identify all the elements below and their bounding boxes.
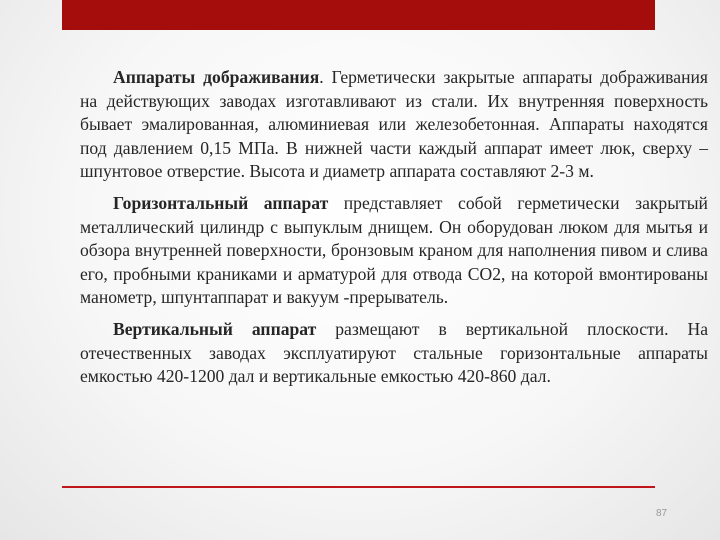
- paragraph-text: размещают в вертикальной плоскости. На отечественных заводах эксплуатируют стальные горизонтальные аппараты емкостью 420-1200 дал и вертикальные емкостью 420-860 дал.: [80, 318, 709, 387]
- term-fermentation-tanks: Аппараты дображивания: [113, 67, 320, 87]
- paragraph-vertical-tank: [80, 318, 708, 389]
- term-horizontal-tank: Горизонтальный аппарат: [113, 192, 329, 213]
- paragraph-fermentation-tanks: [80, 66, 708, 184]
- paragraph-horizontal-tank: [80, 192, 708, 310]
- term-vertical-tank: Вертикальный аппарат: [113, 318, 317, 339]
- slide-body: [80, 66, 708, 389]
- footer-divider: [62, 486, 655, 488]
- page-number: 87: [656, 508, 668, 519]
- paragraph-text: представляет собой герметически закрытый металлический цилиндр с выпуклым днищем. Он оборудован люком для мытья и обзора внутренней поверхности, бронзовым краном для наполнения пивом и слива его, пробными краниками и арматурой для отвода СО2, на которой вмонтированы манометр, шпунтаппарат и вакуум -прерыватель.: [80, 192, 708, 308]
- header-accent-bar: [62, 0, 655, 30]
- paragraph-text: . Герметически закрытые аппараты дображивания на действующих заводах изготавливают из стали. Их внутренняя поверхность бывает эмалированная, алюминиевая или железобетонная. Аппараты находятся под давлением 0,15 МПа. В нижней части каждый аппарат имеет люк, сверху – шпунтовое отверстие. Высота и диаметр аппарата составляют 2-3 м.: [80, 67, 708, 182]
